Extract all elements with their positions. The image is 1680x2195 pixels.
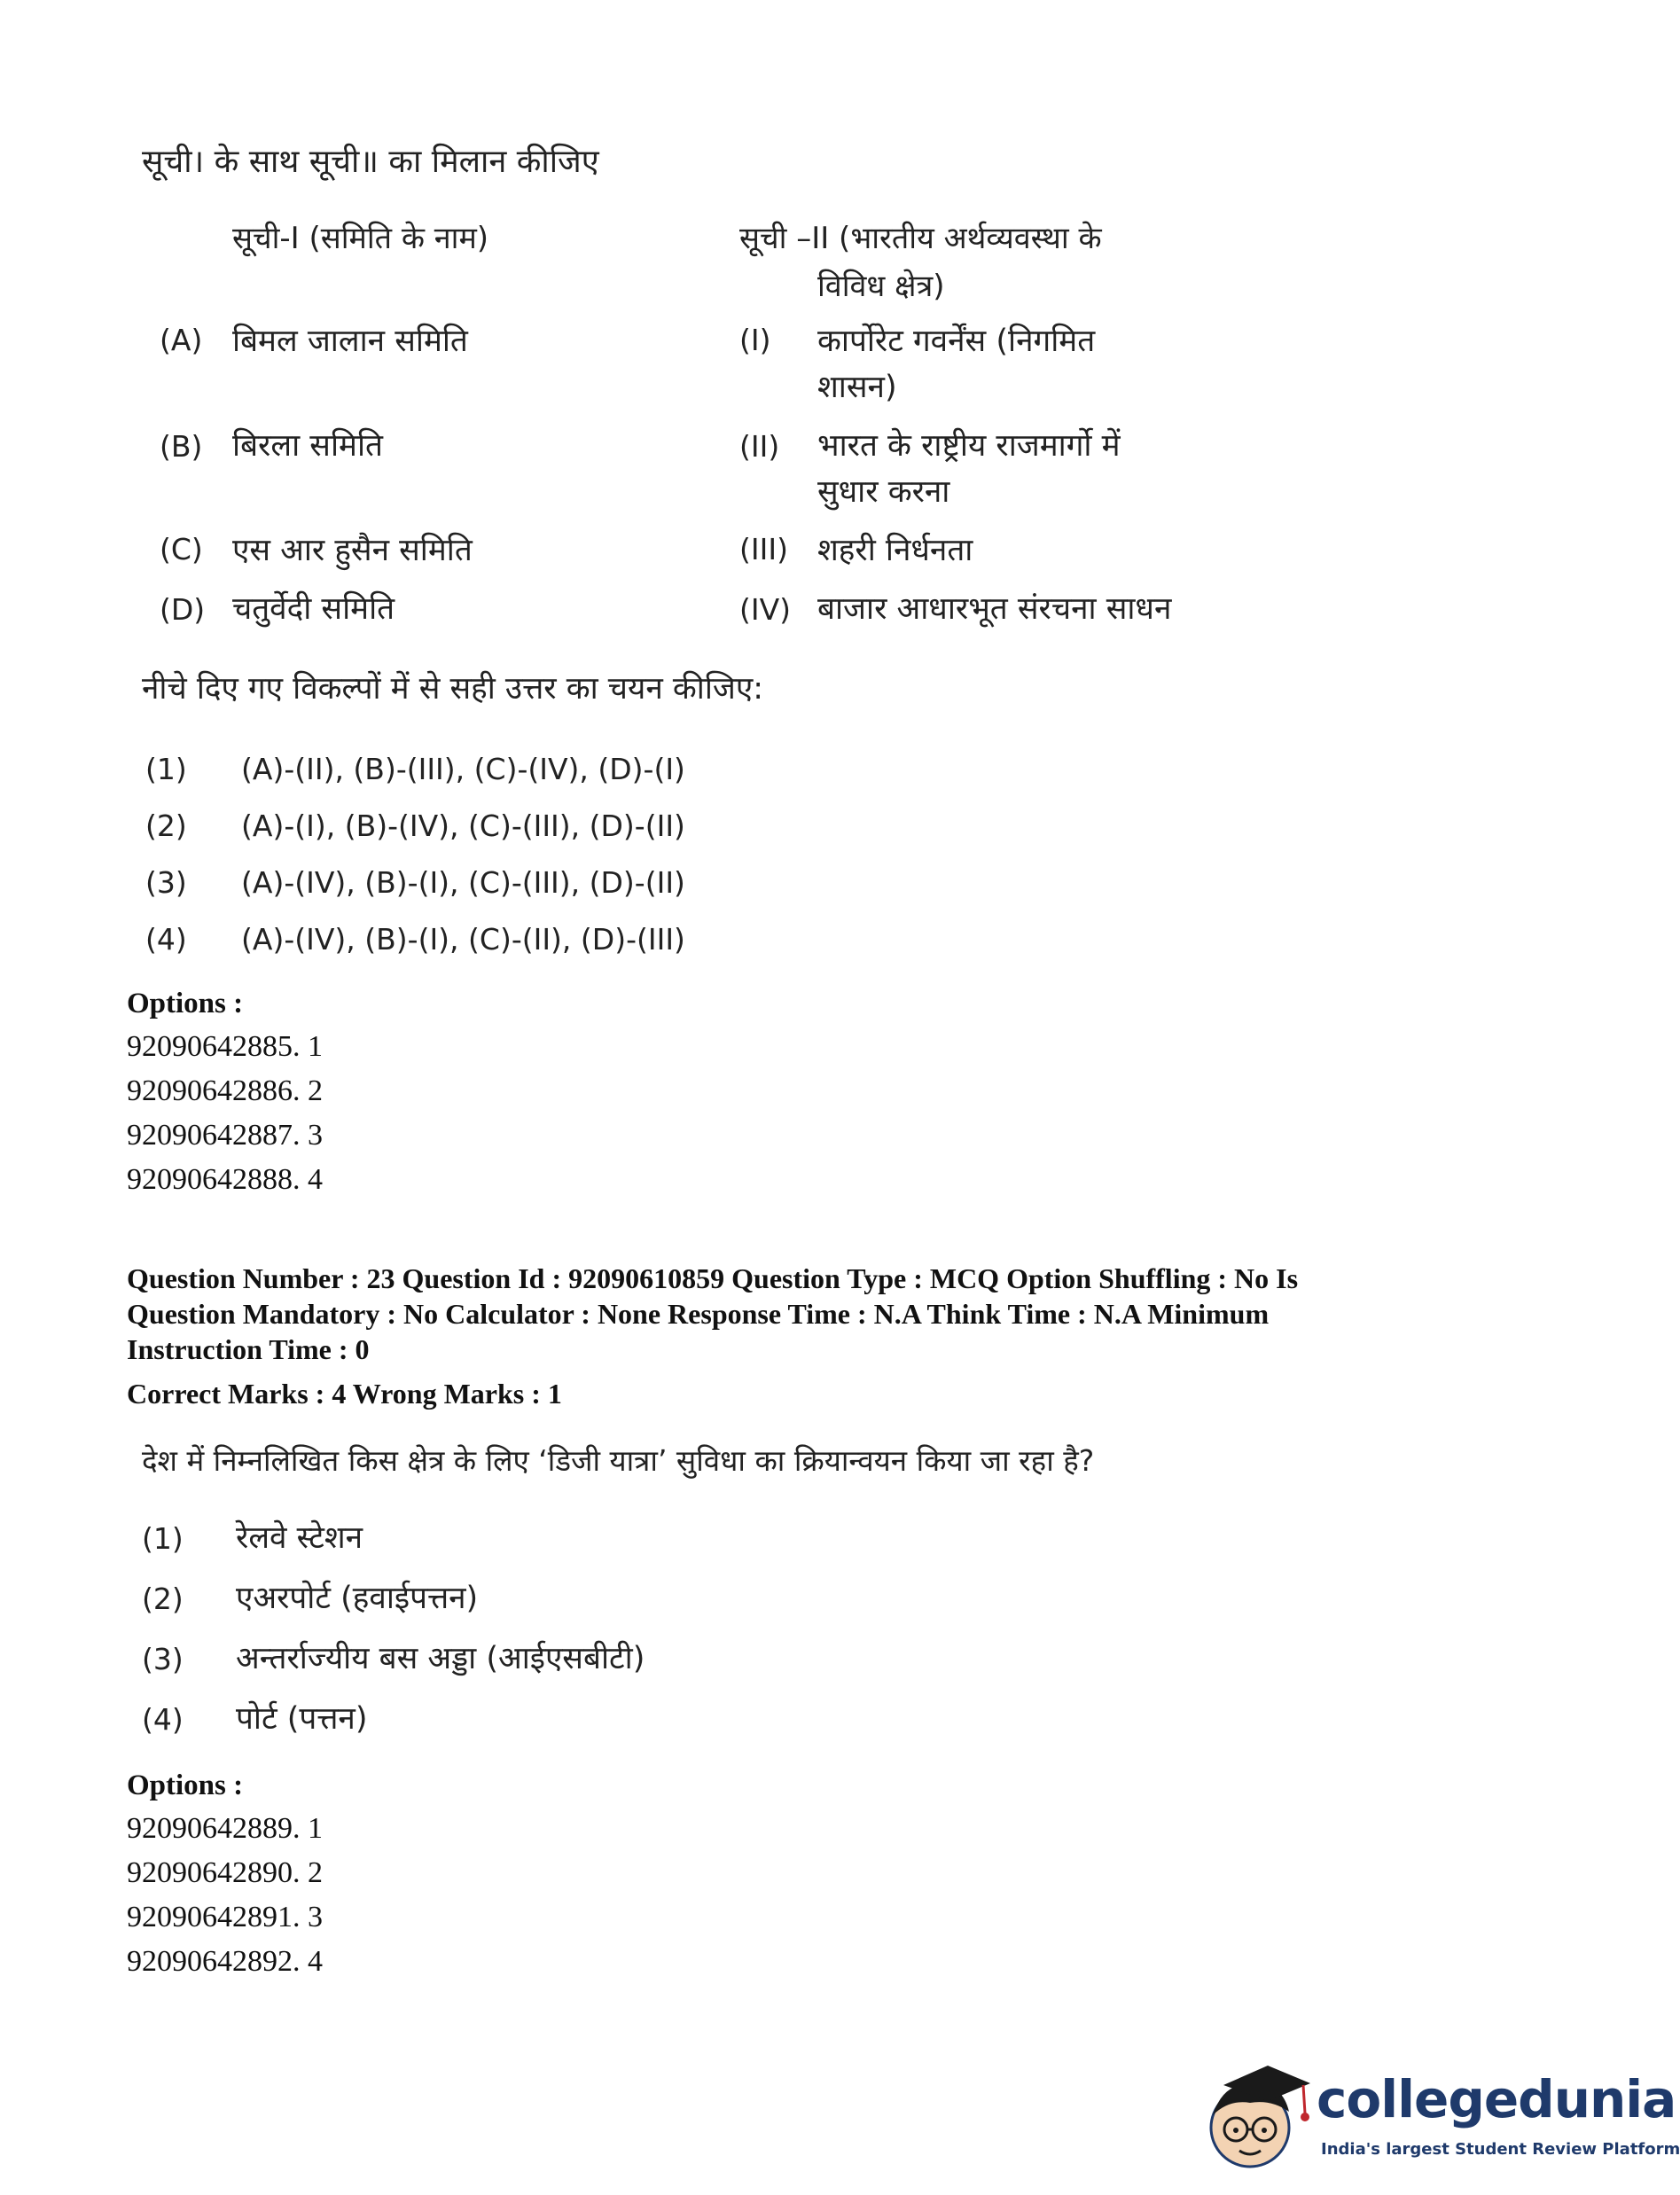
question-22-instruction: नीचे दिए गए विकल्पों में से सही उत्तर का चयन कीजिए: <box>142 671 764 707</box>
list1-item-d: चतुर्वेदी समिति <box>232 591 395 627</box>
list2-item-iv: बाजार आधारभूत संरचना साधन <box>817 591 1172 627</box>
list2-label-ii: (II) <box>739 429 780 464</box>
q23-choice-text-4: पोर्ट (पत्तन) <box>236 1701 368 1737</box>
q22-option-code-1: 92090642885. 1 <box>127 1030 323 1063</box>
list1-label-b: (B) <box>160 429 203 464</box>
q23-option-code-4: 92090642892. 4 <box>127 1945 323 1978</box>
question-22-title: सूची। के साथ सूची॥ का मिलान कीजिए <box>142 144 599 180</box>
list2-label-iv: (IV) <box>739 592 792 627</box>
collegedunia-logo <box>1197 2058 1680 2183</box>
q22-choice-text-3: (A)-(IV), (B)-(I), (C)-(III), (D)-(II) <box>241 865 685 900</box>
q23-choice-text-2: एअरपोर्ट (हवाईपत्तन) <box>236 1581 479 1616</box>
list1-item-c: एस आर हुसैन समिति <box>232 533 473 568</box>
q23-option-code-3: 92090642891. 3 <box>127 1901 323 1933</box>
list2-label-iii: (III) <box>739 532 788 566</box>
q23-option-code-2: 92090642890. 2 <box>127 1856 323 1889</box>
q23-meta-line2: Question Mandatory : No Calculator : None Response Time : N.A Think Time : N.A Minimum <box>127 1298 1270 1330</box>
logo-wordmark: collegedunia <box>1317 2069 1676 2129</box>
list1-item-a: बिमल जालान समिति <box>232 324 468 359</box>
list2-header-line2: विविध क्षेत्र) <box>817 269 945 304</box>
list2-label-i: (I) <box>739 323 771 357</box>
list1-header: सूची-I (समिति के नाम) <box>232 221 489 256</box>
q22-options-label: Options : <box>127 988 244 1019</box>
q22-choice-num-4: (4) <box>145 922 187 957</box>
list2-item-i-line2: शासन) <box>817 370 897 405</box>
q23-question-text: देश में निम्नलिखित किस क्षेत्र के लिए ‘डिजी यात्रा’ सुविधा का क्रियान्वयन किया जा रहा है? <box>142 1443 1095 1478</box>
list2-item-ii-line2: सुधार करना <box>817 474 950 510</box>
q22-option-code-4: 92090642888. 4 <box>127 1163 323 1196</box>
student-mascot-icon <box>1197 2058 1317 2183</box>
q23-options-label: Options : <box>127 1769 244 1801</box>
list2-item-i-line1: कार्पोरेट गवर्नेंस (निगमित <box>817 324 1096 359</box>
list2-item-iii: शहरी निर्धनता <box>817 533 973 568</box>
list1-label-c: (C) <box>160 532 203 566</box>
list1-label-a: (A) <box>160 323 203 357</box>
q23-choice-num-4: (4) <box>142 1702 184 1737</box>
q23-choice-num-2: (2) <box>142 1582 184 1616</box>
q23-option-code-1: 92090642889. 1 <box>127 1812 323 1845</box>
q23-choice-text-1: रेलवे स्टेशन <box>236 1520 363 1556</box>
logo-tagline: India's largest Student Review Platform <box>1321 2140 1680 2159</box>
list2-item-ii-line1: भारत के राष्ट्रीय राजमार्गो में <box>817 428 1121 464</box>
q22-choice-text-2: (A)-(I), (B)-(IV), (C)-(III), (D)-(II) <box>241 808 685 843</box>
q22-option-code-3: 92090642887. 3 <box>127 1119 323 1152</box>
q22-choice-num-3: (3) <box>145 865 187 900</box>
q23-choice-num-1: (1) <box>142 1521 184 1556</box>
q22-choice-num-1: (1) <box>145 752 187 786</box>
q23-choice-num-3: (3) <box>142 1642 184 1676</box>
q22-option-code-2: 92090642886. 2 <box>127 1074 323 1107</box>
q23-meta-line3: Instruction Time : 0 <box>127 1333 370 1365</box>
q22-choice-text-4: (A)-(IV), (B)-(I), (C)-(II), (D)-(III) <box>241 922 685 957</box>
q23-marks: Correct Marks : 4 Wrong Marks : 1 <box>127 1378 562 1410</box>
q23-meta-line1: Question Number : 23 Question Id : 92090610859 Question Type : MCQ Option Shuffling : No Is <box>127 1262 1299 1294</box>
list1-label-d: (D) <box>160 592 206 627</box>
q22-choice-text-1: (A)-(II), (B)-(III), (C)-(IV), (D)-(I) <box>241 752 685 786</box>
list2-header-line1: सूची –II (भारतीय अर्थव्यवस्था के <box>739 221 1102 256</box>
q23-choice-text-3: अन्तर्राज्यीय बस अड्डा (आईएसबीटी) <box>236 1641 645 1676</box>
list1-item-b: बिरला समिति <box>232 428 383 464</box>
q22-choice-num-2: (2) <box>145 808 187 843</box>
